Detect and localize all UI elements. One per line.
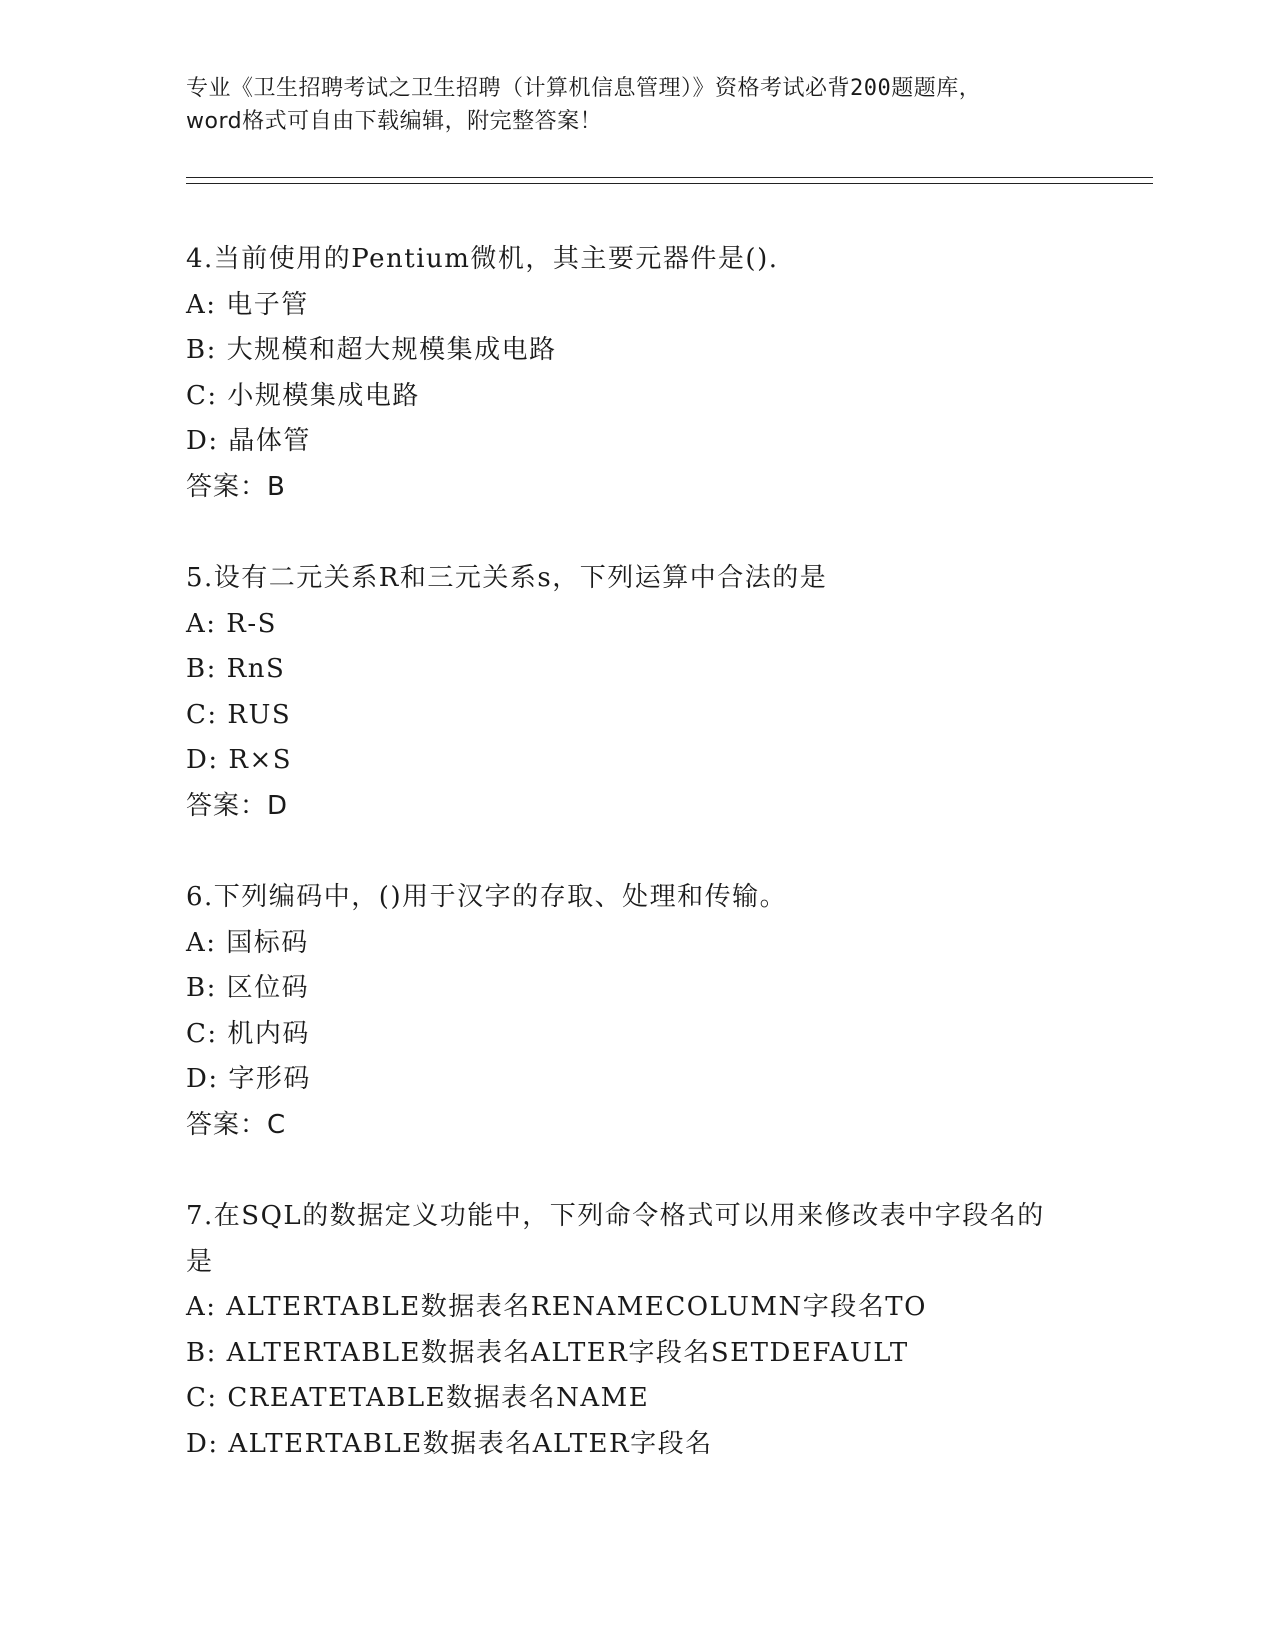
header-title-line1: 专业《卫生招聘考试之卫生招聘（计算机信息管理）》资格考试必背200题题库， [186,76,982,101]
header-title-line2: word格式可自由下载编辑，附完整答案！ [186,109,603,134]
option-a: A: 国标码 [186,927,309,958]
question-item [186,556,1086,829]
document-header [186,72,1086,138]
question-list [186,237,1086,1513]
question-item [186,237,1086,510]
option-b: B: 区位码 [186,973,310,1003]
option-b: B: RnS [186,654,286,684]
header-divider-top [186,177,1153,178]
option-c: C: CREATETABLE数据表名NAME [186,1383,650,1413]
option-a: A: ALTERTABLE数据表名RENAMECOLUMN字段名TO [186,1292,927,1322]
option-c: C: RUS [186,699,292,730]
option-a: A: R-S [186,608,277,639]
option-d: D: 字形码 [186,1064,311,1094]
option-b: B: 大规模和超大规模集成电路 [186,335,557,365]
question-item [186,875,1086,1148]
option-d: D: R×S [186,745,293,775]
answer-line: 答案：B [186,471,286,502]
answer-line: 答案：D [186,790,289,821]
answer-line: 答案：C [186,1109,287,1140]
question-stem: 6.下列编码中，()用于汉字的存取、处理和传输。 [186,882,788,912]
option-d: D: ALTERTABLE数据表名ALTER字段名 [186,1428,713,1459]
option-a: A: 电子管 [186,289,309,320]
question-item [186,1194,1086,1467]
option-d: D: 晶体管 [186,426,311,456]
question-stem: 5.设有二元关系R和三元关系s，下列运算中合法的是 [186,563,828,593]
option-c: C: 机内码 [186,1018,310,1049]
header-divider-bottom [186,183,1153,184]
option-b: B: ALTERTABLE数据表名ALTER字段名SETDEFAULT [186,1337,909,1368]
question-stem: 7.在SQL的数据定义功能中，下列命令格式可以用来修改表中字段名的是 [186,1201,1045,1277]
option-c: C: 小规模集成电路 [186,380,420,411]
question-stem: 4.当前使用的Pentium微机，其主要元器件是(). [186,244,779,274]
